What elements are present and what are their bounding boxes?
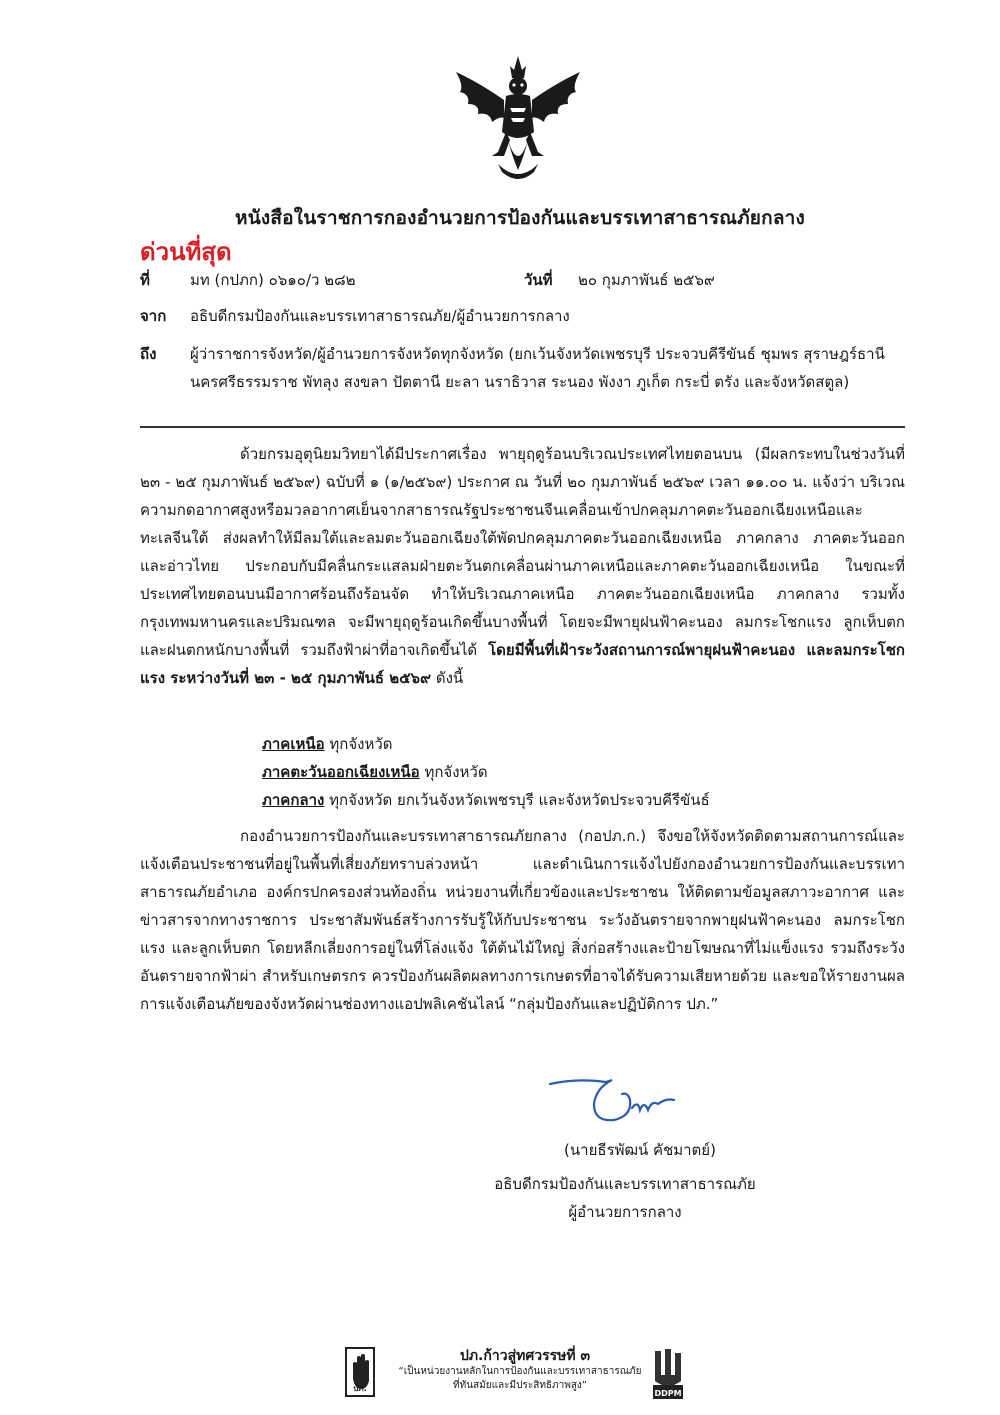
to-label: ถึง xyxy=(140,345,157,363)
from-value: อธิบดีกรมป้องกันและบรรเทาสาธารณภัย/ผู้อำนวยการกลาง xyxy=(190,307,570,325)
reference-number: มท (กปภก) ๐๖๑๐/ว ๒๘๒ xyxy=(190,271,356,289)
ddpm-hand-logo-icon xyxy=(345,1347,375,1397)
para2-text: กองอำนวยการป้องกันและบรรเทาสาธารณภัยกลาง (กอปภ.ก.) จึงขอให้จังหวัดติดตามสถานการณ์และแจ้งเตือนประชาชนที่อยู่ในพื้นที่เสี่ยงภัยทราบล่วงหน้า และดำเนินการแจ้งไปยังกองอำนวยการป้องกันและบรรเทาสาธารณภัยอำเภอ องค์กรปกครองส่วนท้องถิ่น หน่วยงานที่เกี่ยวข้องและประชาชน ให้ติดตามข้อมูลสภาวะอากาศ และข่าวสารจากทางราชการ ประชาสัมพันธ์สร้างการรับรู้ให้กับประชาชน ระวังอันตรายจากพายุฝนฟ้าคะนอง ลมกระโชกแรง และลูกเห็บตก โดยหลีกเลี่ยงการอยู่ในที่โล่งแจ้ง ใต้ต้นไม้ใหญ่ สิ่งก่อสร้างและป้ายโฆษณาที่ไม่แข็งแรง รวมถึงระวังอันตรายจากฟ้าผ่า สำหรับเกษตรกร ควรป้องกันผลิตผลทางการเกษตรที่อาจได้รับความเสียหายด้วย และขอให้รายงานผลการแจ้งเตือนภัยของจังหวัดผ่านช่องทางแอปพลิเคชันไลน์ “กลุ่มป้องกันและปฏิบัติการ ปภ.” xyxy=(140,827,905,1013)
urgency-label: ด่วนที่สุด xyxy=(140,238,232,266)
region-item xyxy=(262,758,488,786)
signature-scribble xyxy=(548,1070,698,1130)
region-name: ภาคกลาง xyxy=(262,791,325,809)
footer-logo-right-label: DDPM xyxy=(654,1389,682,1398)
region-item xyxy=(262,786,710,814)
para1-tail: ดังนี้ xyxy=(435,669,464,687)
ddpm-emblem-icon xyxy=(651,1345,685,1400)
body-paragraph-2 xyxy=(140,822,905,1018)
region-detail: ทุกจังหวัด xyxy=(329,735,393,753)
signer-position-2: ผู้อำนวยการกลาง xyxy=(568,1203,682,1221)
footer-motto: “เป็นหน่วยงานหลักในการป้องกันและบรรเทาสาธารณภัย ที่ทันสมัยและมีประสิทธิภาพสูง” xyxy=(398,1366,642,1391)
header-divider xyxy=(140,426,905,428)
garuda-emblem-icon xyxy=(448,52,588,192)
date-value: ๒๐ กุมภาพันธ์ ๒๕๖๙ xyxy=(578,271,715,289)
region-item xyxy=(262,730,393,758)
footer-logo-left-label: ปภ. xyxy=(353,1384,367,1393)
document-title: หนังสือในราชการกองอำนวยการป้องกันและบรรเทาสาธารณภัยกลาง xyxy=(234,207,806,229)
para1-bold-text: โดยมีพื้นที่เฝ้าระวังสถานการณ์พายุฝนฟ้าคะนอง และลมกระโชกแรง ระหว่างวันที่ ๒๓ - ๒๕ กุมภาพันธ์ ๒๕๖๙ xyxy=(140,641,905,687)
signer-name: (นายธีรพัฒน์ คัชมาตย์) xyxy=(564,1141,716,1159)
para1-text: ด้วยกรมอุตุนิยมวิทยาได้มีประกาศเรื่อง พายุฤดูร้อนบริเวณประเทศไทยตอนบน (มีผลกระทบในช่วงวันที่ ๒๓ - ๒๕ กุมภาพันธ์ ๒๕๖๙) ฉบับที่ ๑ (๑/๒๕๖๙) ประกาศ ณ วันที่ ๒๐ กุมภาพันธ์ ๒๕๖๙ เวลา ๑๑.๐๐ น. แจ้งว่า บริเวณความกดอากาศสูงหรือมวลอากาศเย็นจากสาธารณรัฐประชาชนจีนเคลื่อนเข้าปกคลุมภาคตะวันออกเฉียงเหนือและทะเลจีนใต้ ส่งผลทำให้มีลมใต้และลมตะวันออกเฉียงใต้พัดปกคลุมภาคตะวันออกเฉียงเหนือ ภาคกลาง ภาคตะวันออก และอ่าวไทย ประกอบกับมีคลื่นกระแสลมฝ่ายตะวันตกเคลื่อนผ่านภาคเหนือและภาคตะวันออกเฉียงเหนือ ในขณะที่ประเทศไทยตอนบนมีอากาศร้อนถึงร้อนจัด ทำให้บริเวณภาคเหนือ ภาคตะวันออกเฉียงเหนือ ภาคกลาง รวมทั้งกรุงเทพมหานครและปริมณฑล จะมีพายุฤดูร้อนเกิดขึ้นบางพื้นที่ โดยจะมีพายุฝนฟ้าคะนอง ลมกระโชกแรง ลูกเห็บตก และฝนตกหนักบางพื้นที่ รวมถึงฟ้าผ่าที่อาจเกิดขึ้นได้ xyxy=(140,445,905,659)
region-name: ภาคตะวันออกเฉียงเหนือ xyxy=(262,763,420,781)
date-label: วันที่ xyxy=(524,271,553,289)
reference-label: ที่ xyxy=(140,271,150,289)
body-paragraph-1 xyxy=(140,440,905,692)
signer-position-1: อธิบดีกรมป้องกันและบรรเทาสาธารณภัย xyxy=(494,1175,756,1193)
footer-title: ปภ.ก้าวสู่ทศวรรษที่ ๓ xyxy=(459,1348,591,1364)
footer xyxy=(345,1345,685,1405)
region-detail: ทุกจังหวัด ยกเว้นจังหวัดเพชรบุรี และจังหวัดประจวบคีรีขันธ์ xyxy=(329,791,710,809)
to-value: ผู้ว่าราชการจังหวัด/ผู้อำนวยการจังหวัดทุกจังหวัด (ยกเว้นจังหวัดเพชรบุรี ประจวบคีรีขันธ์ ชุมพร สุราษฎร์ธานี นครศรีธรรมราช พัทลุง สงขลา ปัตตานี ยะลา นราธิวาส ระนอง พังงา ภูเก็ต กระบี่ ตรัง และจังหวัดสตูล) xyxy=(190,345,885,391)
region-detail: ทุกจังหวัด xyxy=(424,763,488,781)
from-label: จาก xyxy=(140,307,167,325)
region-name: ภาคเหนือ xyxy=(262,735,325,753)
